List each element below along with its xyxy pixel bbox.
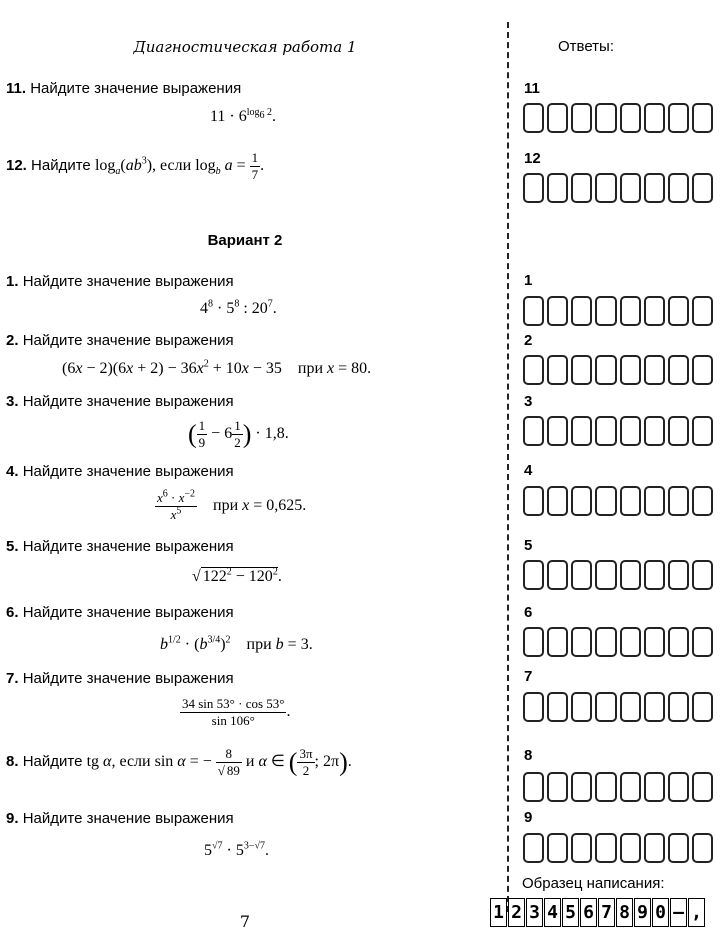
answers-title: Ответы: [558,38,615,55]
task-3-expression: ( $\frac{1}{9}$ − 6 $\frac{1}{2}$ ) · 1,8. [188,418,289,450]
task-6-expression: $b^{1/2} \cdot (b^{3/4})^2$ при b = 3. [160,634,313,653]
sample-digits [490,898,706,927]
task-3: 3. Найдите значение выражения [6,393,234,410]
sample-char: – [670,898,687,927]
task-1: 1. Найдите значение выражения [6,273,234,290]
answer-label-12: 12 [524,150,541,167]
sample-char: 1 [490,898,507,927]
task-2-expression: $(6x - 2)(6x + 2) - 36x^2 + 10x - 35$ при x = 80. [62,358,372,377]
task-4-expression: $\frac{x^6 \cdot x^{-2}}{x^5}$ при x = 0,625. [157,488,307,522]
answer-label-8: 8 [524,747,533,764]
answer-box-11[interactable] [523,103,713,133]
sample-char: 7 [598,898,615,927]
answer-label-9: 9 [524,809,533,826]
answer-box-3[interactable] [523,416,713,446]
answer-label-5: 5 [524,537,533,554]
sample-char: , [688,898,705,927]
answer-box-1[interactable] [523,296,713,326]
task-11: 11. Найдите значение выражения [6,80,242,97]
task-9: 9. Найдите значение выражения [6,810,234,827]
answer-label-7: 7 [524,668,533,685]
sample-char: 6 [580,898,597,927]
task-6: 6. Найдите значение выражения [6,604,234,621]
page-header-title: Диагностическая работа 1 [133,38,357,56]
task-7-expression: $\frac{34 \sin 53^\circ \cdot \cos 53^\circ}{\sin 106^\circ}$ . [182,696,291,728]
answer-box-4[interactable] [523,486,713,516]
answer-box-9[interactable] [523,833,713,863]
cut-line-divider [507,22,509,912]
sample-char: 8 [616,898,633,927]
task-7: 7. Найдите значение выражения [6,670,234,687]
sample-char: 4 [544,898,561,927]
sample-char: 9 [634,898,651,927]
task-5: 5. Найдите значение выражения [6,538,234,555]
answer-label-4: 4 [524,462,533,479]
sample-char: 5 [562,898,579,927]
task-2: 2. Найдите значение выражения [6,332,234,349]
task-1-expression: $4^8 \cdot 5^8$ : $20^7$. [200,298,277,317]
answer-label-6: 6 [524,604,533,621]
task-11-expression: $11 \cdot 6^{log_6 2}$. [210,106,277,125]
sample-char: 0 [652,898,669,927]
task-8: 8. Найдите tg α, если sin α = − $\frac{8}{√ 89}$ и α ∈ ( $\frac{3\pi}{2}$ ; 2π). [6,746,352,778]
task-9-expression: $5^{√7} \cdot 5^{3-√7}$. [204,840,269,859]
answer-label-1: 1 [524,272,533,289]
answer-box-8[interactable] [523,772,713,802]
answer-box-12[interactable] [523,173,713,203]
answer-box-2[interactable] [523,355,713,385]
variant-title: Вариант 2 [207,232,283,249]
sample-char: 3 [526,898,543,927]
answer-box-5[interactable] [523,560,713,590]
task-5-expression: √ $122^2 - 120^2$. [192,566,282,585]
answer-label-3: 3 [524,393,533,410]
answer-box-6[interactable] [523,627,713,657]
answer-label-2: 2 [524,332,533,349]
page-number: 7 [239,912,251,931]
sample-char: 2 [508,898,525,927]
answer-box-7[interactable] [523,692,713,722]
task-12: 12. Найдите $\log_a(ab^3)$, если $\log_b a$ = $\frac{1}{7}$ . [6,150,265,182]
task-4: 4. Найдите значение выражения [6,463,234,480]
answer-label-11: 11 [524,80,540,97]
sample-label: Образец написания: [522,875,665,892]
